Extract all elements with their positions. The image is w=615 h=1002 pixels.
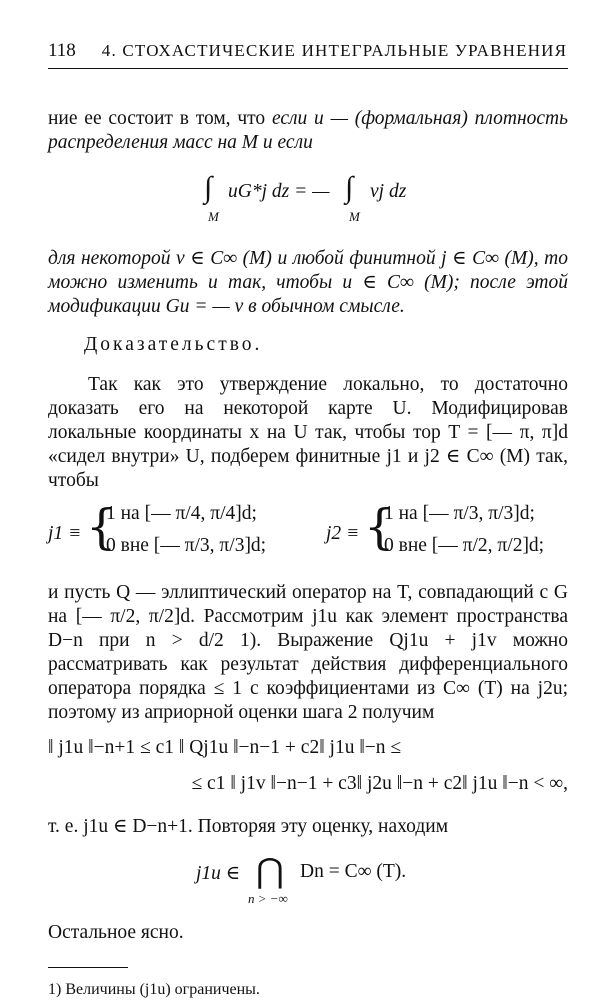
inequality-line-2: ≤ c1 ‖ j1v ‖−n−1 + c3‖ j2u ‖−n + c2‖ j1u ‖−n < ∞, — [191, 773, 568, 794]
j1-case-1: 1 на [— π/4, π/4]d; — [106, 503, 257, 524]
j2-case-1: 1 на [— π/3, π/3]d; — [384, 503, 535, 524]
intersection-subscript: n > −∞ — [248, 891, 288, 906]
intersection-lhs: j1u ∈ — [196, 863, 241, 884]
equation-intersection: j1u ∈ ⋂ n > −∞ Dn = C∞ (T). — [196, 853, 407, 906]
footnote: 1) Величины (j1u) ограничены. — [48, 981, 260, 998]
running-header — [48, 40, 568, 69]
paragraph-1 — [48, 107, 568, 155]
intersection-rhs: Dn = C∞ (T). — [300, 861, 407, 882]
inequality-line-1: ‖ j1u ‖−n+1 ≤ c1 ‖ Qj1u ‖−n−1 + c2‖ j1u ‖−n ≤ — [48, 737, 402, 758]
page-number: 118 — [48, 40, 76, 61]
paragraph-5: т. е. j1u ∈ D−n+1. Повторяя эту оценку, находим — [48, 816, 449, 837]
equation-rhs: vj dz — [370, 181, 407, 202]
j1-case-2: 0 вне [— π/3, π/3]d; — [106, 535, 267, 556]
j2-case-2: 0 вне [— π/2, π/2]d; — [384, 535, 545, 556]
j1-label: j1 ≡ — [48, 523, 82, 544]
paragraph-4: и пусть Q — эллиптический оператор на T, совпадающий с G на [— π/2, π/2]d. Рассмотрим j1u как элемент пространства D−n при n > d/2 1). Выражение Qj1u + j1v можно рассматривать как результат действия дифференциального оператора порядка ≤ 1 с коэффициентами из C∞ (T) на j2u; поэтому из априорной оценки шага 2 получим — [48, 582, 568, 723]
running-title: 4. СТОХАСТИЧЕСКИЕ ИНТЕГРАЛЬНЫЕ УРАВНЕНИЯ — [101, 41, 568, 60]
paragraph-3: Так как это утверждение локально, то достаточно доказать его на некоторой карте U. Модифицировав локальные координаты x на U так, чтобы тор T = [— π, π]d «сидел внутри» U, подберем финитные j1 и j2 ∈ C∞ (M) так, чтобы — [48, 374, 568, 491]
page — [48, 40, 568, 1002]
j2-label: j2 ≡ — [326, 523, 360, 544]
equation-lhs: uG*j dz = — — [228, 181, 330, 202]
paragraph-6: Остальное ясно. — [48, 922, 184, 943]
inequality-block — [48, 737, 568, 803]
paragraph-1-plain: ние ее состоит в том, что — [48, 108, 272, 129]
paragraph-2: для некоторой v ∈ C∞ (M) и любой финитной j ∈ C∞ (M), то можно изменить u так, чтобы u ∈ C∞ (M); после этой модификации Gu = — v в обычном смысле. — [48, 248, 568, 317]
integral-subscript-1: M — [208, 209, 219, 224]
footnote-rule — [48, 967, 128, 968]
cases-block: j1 ≡ { 1 на [— π/4, π/4]d; 0 вне [— π/3, π/3]d; j2 ≡ { 1 на [— π/3, π/3]d; 0 вне [— π/2, π/2]d; — [48, 499, 545, 556]
integral-subscript-2: M — [349, 209, 360, 224]
equation-integral: ∫ M uG*j dz = — ∫ M vj dz — [204, 171, 407, 224]
proof-heading: Доказательство. — [84, 334, 263, 355]
paragraph-1-italic: если u — (формальная) плотность распределения масс на M и если — [48, 108, 568, 153]
